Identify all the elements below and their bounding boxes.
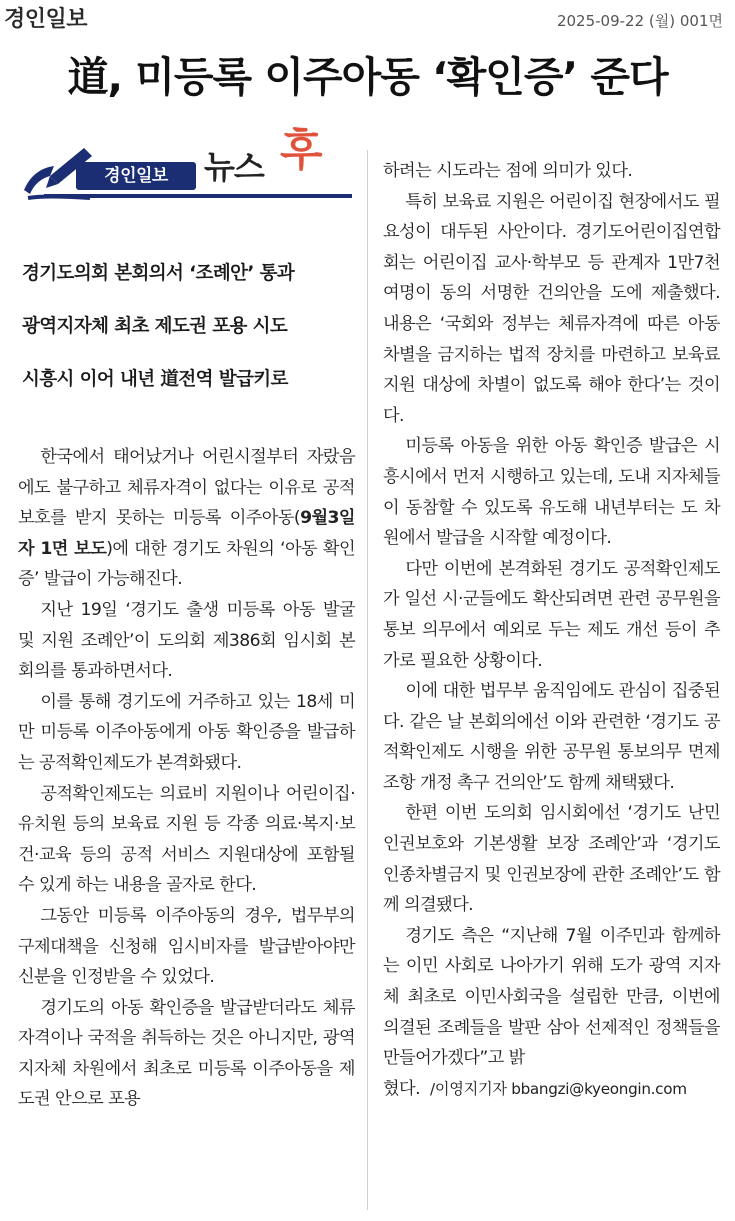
paragraph: 한국에서 태어났거나 어린시절부터 자랐음에도 불구하고 체류자격이 없다는 이유로 공적 보호를 받지 못하는 미등록 이주아동(9월3일자 1면 보도)에 대한 경기도 차원의 ‘아동 확인증’ 발급이 가능해진다.: [18, 447, 356, 590]
paragraph: 특히 보육료 지원은 어린이집 현장에서도 필요성이 대두된 사안이다. 경기도어린이집연합회는 어린이집 교사·학부모 등 관계자 1만7천여명이 동의 서명한 건의안을 도에 제출했다. 내용은 ‘국회와 정부는 체류자격에 따른 아동 차별을 금지하는 법적 장치를 마련하고 보육료 지원 대상에 차별이 없도록 해야 한다’는 것이다.: [383, 191, 720, 426]
dateline: 2025-09-22 (월) 001면: [556, 12, 723, 30]
byline: /이영지기자 bbangzi@kyeongin.com: [430, 1079, 687, 1098]
right-column: [383, 156, 720, 1104]
bold-reference: 9월3일자 1면 보도: [18, 508, 355, 559]
paragraph: 경기도의 아동 확인증을 발급받더라도 체류자격이나 국적을 취득하는 것은 아니지만, 광역지자체 차원에서 최초로 미등록 이주아동을 제도권 안으로 포용: [18, 997, 355, 1110]
paragraph: 한편 이번 도의회 임시회에선 ‘경기도 난민 인권보호와 기본생활 보장 조례안’과 ‘경기도 인종차별금지 및 인권보장에 관한 조례안’도 함께 의결됐다.: [383, 803, 720, 916]
subhead: 시흥시 이어 내년 道전역 발급키로: [22, 369, 288, 390]
byline-row: [383, 1074, 720, 1105]
logo-badge: 경인일보: [76, 162, 196, 190]
masthead-logo: 경인일보: [4, 7, 88, 32]
paragraph-continuation: 하려는 시도라는 점에 의미가 있다.: [383, 161, 633, 181]
paragraph: 공적확인제도는 의료비 지원이나 어린이집·유치원 등의 보육료 지원 등 각종 의료·복지·보건·교육 등의 공적 서비스 지원대상에 포함될 수 있게 하는 내용을 골자로 한다.: [18, 783, 355, 896]
paragraph: 경기도 측은 “지난해 7월 이주민과 함께하는 이민 사회로 나아가기 위해 도가 광역 지자체 최초로 이민사회국을 설립한 만큼, 이번에 의결된 조례들을 발판 삼아 선제적인 정책들을 만들어가겠다”고 밝: [383, 925, 720, 1069]
column-divider: [367, 150, 368, 1210]
news-hu-logo: [18, 125, 358, 214]
logo-bar: [44, 194, 352, 198]
subheads: [18, 252, 355, 402]
subhead: 경기도의회 본회의서 ‘조례안’ 통과: [22, 263, 295, 284]
logo-news-text: 뉴스: [204, 148, 264, 186]
paragraph: 그동안 미등록 이주아동의 경우, 법무부의 구제대책을 신청해 임시비자를 발급받아야만 신분을 인정받을 수 있었다.: [18, 905, 355, 988]
paragraph: 이에 대한 법무부 움직임에도 관심이 집중된다. 같은 날 본회의에선 이와 관련한 ‘경기도 공적확인제도 시행을 위한 공무원 통보의무 면제 조항 개정 촉구 건의안’도 함께 채택됐다.: [383, 681, 720, 793]
left-column: [18, 125, 356, 1115]
paragraph: 다만 이번에 본격화된 경기도 공적확인제도가 일선 시·군들에도 확산되려면 관련 공무원을 통보 의무에서 예외로 두는 제도 개선 등이 추가로 필요한 상황이다.: [383, 558, 720, 671]
paragraph: 미등록 아동을 위한 아동 확인증 발급은 시흥시에서 먼저 시행하고 있는데, 도내 지자체들이 동참할 수 있도록 유도해 내년부터는 도 차원에서 발급을 시작할 예정이다.: [383, 436, 720, 549]
paragraph: 지난 19일 ‘경기도 출생 미등록 아동 발굴 및 지원 조례안’이 도의회 제386회 임시회 본회의를 통과하면서다.: [18, 599, 355, 682]
paragraph: 이를 통해 경기도에 거주하고 있는 18세 미만 미등록 이주아동에게 아동 확인증을 발급하는 공적확인제도가 본격화됐다.: [18, 691, 355, 773]
paragraph-tail: 혔다.: [383, 1078, 421, 1099]
headline: 道, 미등록 이주아동 ‘확인증’ 준다: [67, 53, 668, 101]
logo-hu-text: 후: [280, 125, 322, 176]
subhead: 광역지자체 최초 제도권 포용 시도: [22, 316, 288, 337]
